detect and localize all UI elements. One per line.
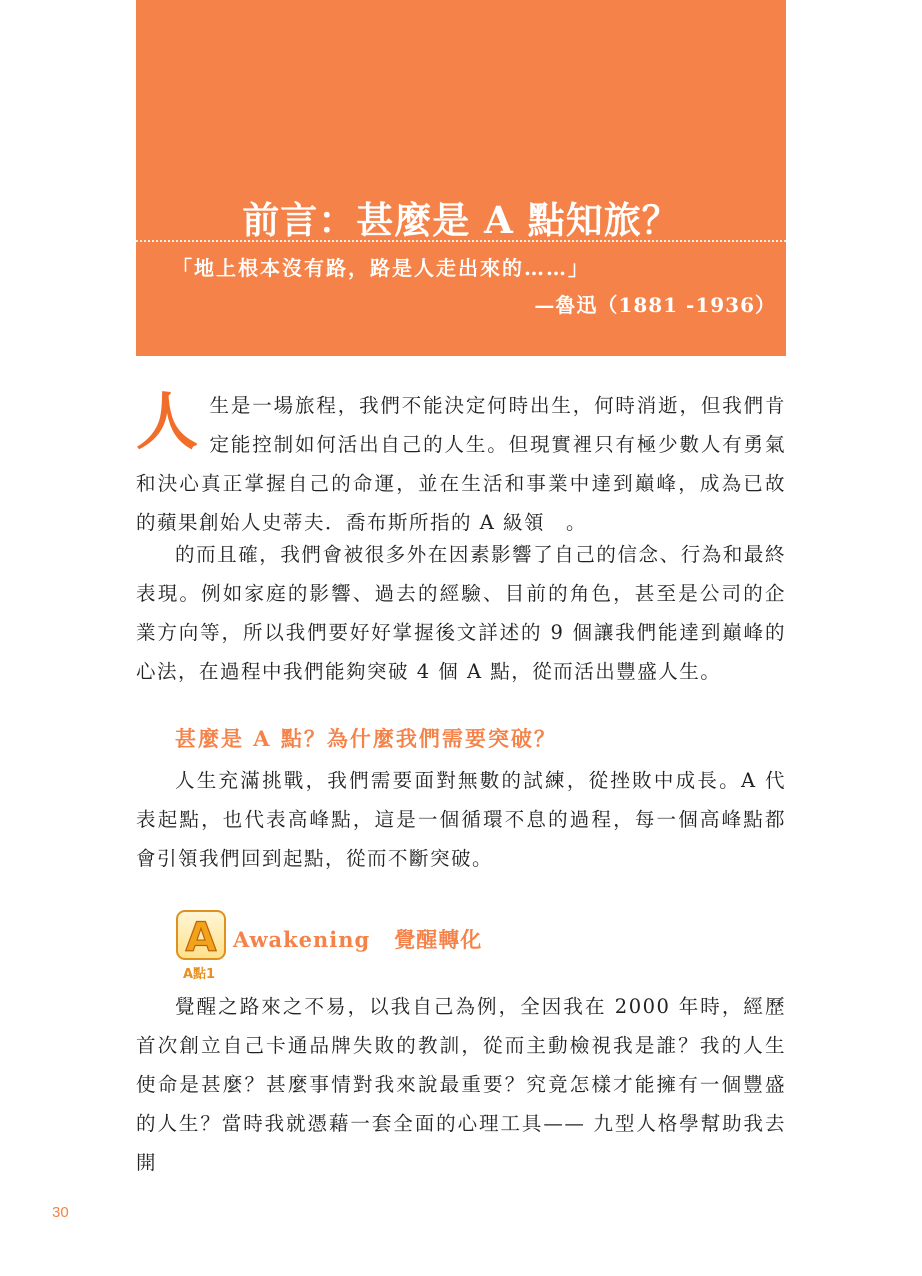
epigraph-attribution: —魯迅（1881 -1936） — [534, 293, 776, 317]
intro-paragraph-1 — [136, 386, 786, 542]
chapter-banner — [136, 0, 786, 356]
drop-cap: 人 — [136, 385, 200, 458]
section-paragraph: 人生充滿挑戰，我們需要面對無數的試練，從挫敗中成長。A 代表起點，也代表高峰點，這是一個循環不息的過程，每一個高峰點都會引領我們回到起點，從而不斷突破。 — [136, 769, 786, 870]
chapter-title: 前言：甚麼是 A 點知旅？ — [242, 198, 680, 242]
intro-paragraph-2: 的而且確，我們會被很多外在因素影響了自己的信念、行為和最終表現。例如家庭的影響、過去的經驗、目前的角色，甚至是公司的企業方向等，所以我們要好好掌握後文詳述的 9 個讓我們能達到巔峰的心法，在過程中我們能夠突破 4 個 A 點，從而活出豐盛人生。 — [136, 543, 786, 683]
page-number: 30 — [52, 1204, 69, 1221]
dotted-divider — [136, 240, 786, 242]
svg-text:A: A — [185, 915, 217, 958]
awakening-heading — [233, 924, 482, 954]
awakening-paragraph: 覺醒之路來之不易，以我自己為例，全因我在 2000 年時，經歷首次創立自己卡通品牌失敗的教訓，從而主動檢視我是誰？我的人生使命是甚麼？甚麼事情對我來說最重要？究竟怎樣才能擁有一個豐盛的人生？當時我就憑藉一套全面的心理工具—— 九型人格學幫助我去開 — [136, 995, 786, 1174]
intro-paragraph-1-text: 生是一場旅程，我們不能決定何時出生，何時消逝，但我們肯定能控制如何活出自己的人生。但現實裡只有極少數人有勇氣和決心真正掌握自己的命運，並在生活和事業中達到巔峰，成為已故的蘋果創始人史蒂夫．喬布斯所指的 A 級領 。 — [136, 394, 786, 534]
awakening-heading-zh: 覺醒轉化 — [394, 927, 483, 952]
section-heading: 甚麼是 A 點？為什麼我們需要突破？ — [175, 726, 557, 751]
letter-a-icon — [178, 912, 224, 958]
a-point-badge-icon — [176, 910, 226, 960]
awakening-heading-en: Awakening — [233, 927, 371, 952]
epigraph-quote: 「地上根本沒有路，路是人走出來的……」 — [172, 256, 590, 280]
a-point-label: A點1 — [183, 967, 216, 982]
